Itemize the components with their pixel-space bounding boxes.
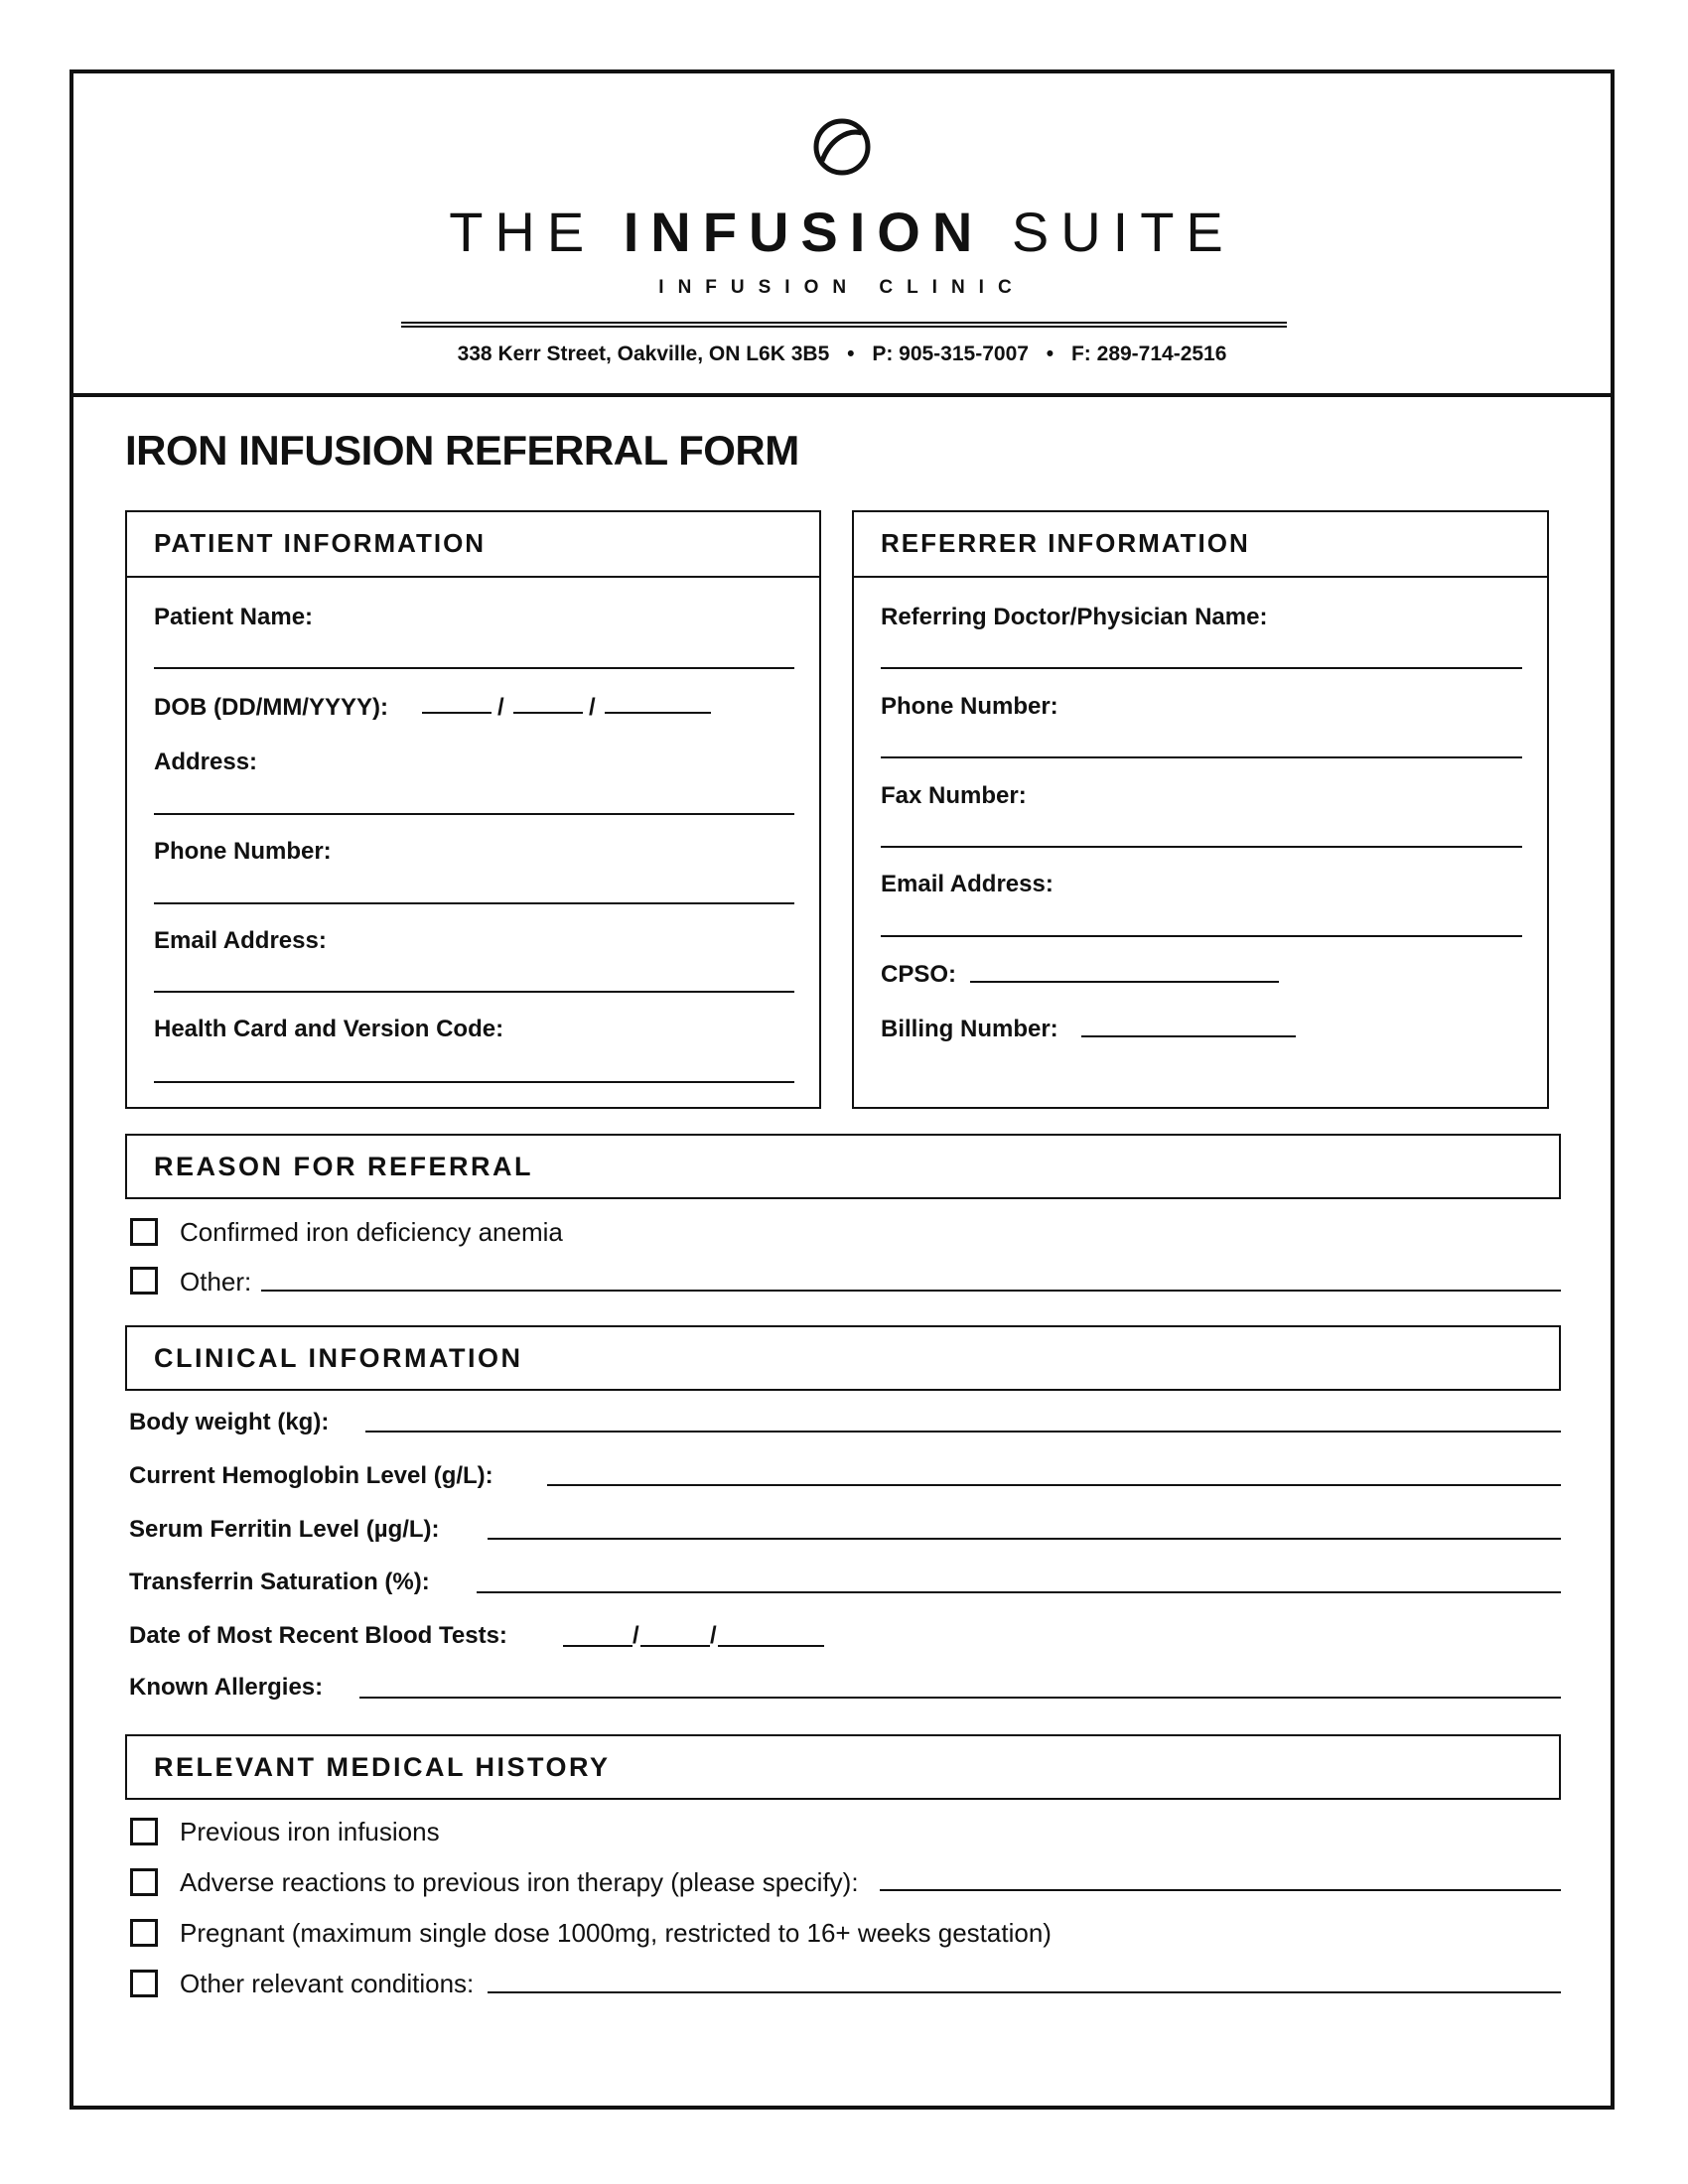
other-reason-label: Other: xyxy=(180,1267,252,1297)
ferritin-field[interactable] xyxy=(488,1538,1561,1540)
referrer-info-box xyxy=(852,510,1549,1109)
referrer-info-heading: REFERRER INFORMATION xyxy=(854,512,1547,578)
medical-history-heading: RELEVANT MEDICAL HISTORY xyxy=(125,1734,1561,1800)
dob-month-field[interactable] xyxy=(513,712,583,714)
adverse-reactions-label: Adverse reactions to previous iron therapy (please specify): xyxy=(180,1867,859,1897)
brand-infusion: INFUSION xyxy=(623,201,985,263)
pregnant-checkbox[interactable] xyxy=(130,1919,158,1947)
brand-suite: SUITE xyxy=(1011,201,1235,263)
form-title: IRON INFUSION REFERRAL FORM xyxy=(125,427,799,474)
clinic-address: 338 Kerr Street, Oakville, ON L6K 3B5 xyxy=(457,342,830,365)
other-reason-field[interactable] xyxy=(261,1290,1561,1292)
billing-number-label: Billing Number: xyxy=(881,1016,1058,1042)
dob-year-field[interactable] xyxy=(605,712,711,714)
referring-doctor-label: Referring Doctor/Physician Name: xyxy=(881,604,1268,630)
cpso-field[interactable] xyxy=(970,981,1279,983)
separator-dot: • xyxy=(1046,342,1055,365)
referrer-email-label: Email Address: xyxy=(881,871,1054,897)
referrer-fax-field[interactable] xyxy=(881,846,1522,848)
patient-phone-label: Phone Number: xyxy=(154,838,332,865)
health-card-label: Health Card and Version Code: xyxy=(154,1016,504,1042)
clinic-subtitle: INFUSION CLINIC xyxy=(658,277,1026,298)
patient-address-label: Address: xyxy=(154,749,258,775)
previous-infusions-checkbox[interactable] xyxy=(130,1818,158,1845)
clinic-brand-name xyxy=(73,198,1611,267)
confirmed-anemia-checkbox[interactable] xyxy=(130,1218,158,1246)
referrer-phone-field[interactable] xyxy=(881,756,1522,758)
patient-name-field[interactable] xyxy=(154,667,794,669)
previous-infusions-label: Previous iron infusions xyxy=(180,1817,440,1846)
clinic-phone: P: 905-315-7007 xyxy=(872,342,1029,365)
patient-phone-field[interactable] xyxy=(154,902,794,904)
pregnant-label: Pregnant (maximum single dose 1000mg, restricted to 16+ weeks gestation) xyxy=(180,1918,1052,1948)
patient-email-field[interactable] xyxy=(154,991,794,993)
date-slash: / xyxy=(710,1622,717,1649)
body-weight-field[interactable] xyxy=(365,1431,1561,1433)
confirmed-anemia-label: Confirmed iron deficiency anemia xyxy=(180,1217,563,1247)
clinic-header xyxy=(73,73,1611,397)
blood-test-date-label: Date of Most Recent Blood Tests: xyxy=(129,1622,507,1649)
hemoglobin-label: Current Hemoglobin Level (g/L): xyxy=(129,1462,493,1489)
allergies-field[interactable] xyxy=(359,1697,1561,1699)
patient-info-heading: PATIENT INFORMATION xyxy=(127,512,819,578)
transferrin-field[interactable] xyxy=(477,1591,1561,1593)
clinical-info-heading: CLINICAL INFORMATION xyxy=(125,1325,1561,1391)
patient-info-box xyxy=(125,510,821,1109)
ferritin-label: Serum Ferritin Level (µg/L): xyxy=(129,1516,440,1543)
referrer-phone-label: Phone Number: xyxy=(881,693,1058,720)
clinic-fax: F: 289-714-2516 xyxy=(1070,342,1227,365)
other-reason-checkbox[interactable] xyxy=(130,1267,158,1295)
dob-slash: / xyxy=(497,694,504,721)
referrer-fax-label: Fax Number: xyxy=(881,782,1027,809)
referrer-email-field[interactable] xyxy=(881,935,1522,937)
dob-label: DOB (DD/MM/YYYY): xyxy=(154,694,388,721)
clinic-contact-line xyxy=(73,342,1611,366)
dob-day-field[interactable] xyxy=(422,712,492,714)
separator-dot: • xyxy=(847,342,855,365)
allergies-label: Known Allergies: xyxy=(129,1674,324,1701)
adverse-reactions-checkbox[interactable] xyxy=(130,1868,158,1896)
reason-for-referral-heading: REASON FOR REFERRAL xyxy=(125,1134,1561,1199)
infusion-suite-logo-icon xyxy=(812,117,872,177)
hemoglobin-field[interactable] xyxy=(547,1484,1561,1486)
header-divider xyxy=(401,322,1287,328)
blood-test-day-field[interactable] xyxy=(563,1645,633,1647)
blood-test-month-field[interactable] xyxy=(640,1645,710,1647)
date-slash: / xyxy=(633,1622,639,1649)
transferrin-label: Transferrin Saturation (%): xyxy=(129,1569,430,1595)
other-conditions-field[interactable] xyxy=(488,1991,1561,1993)
other-conditions-label: Other relevant conditions: xyxy=(180,1969,475,1998)
health-card-field[interactable] xyxy=(154,1081,794,1083)
billing-number-field[interactable] xyxy=(1081,1035,1296,1037)
dob-slash: / xyxy=(589,694,596,721)
patient-email-label: Email Address: xyxy=(154,927,327,954)
blood-test-year-field[interactable] xyxy=(718,1645,824,1647)
body-weight-label: Body weight (kg): xyxy=(129,1409,330,1435)
cpso-label: CPSO: xyxy=(881,961,957,988)
patient-address-field[interactable] xyxy=(154,813,794,815)
adverse-reactions-field[interactable] xyxy=(880,1889,1561,1891)
other-conditions-checkbox[interactable] xyxy=(130,1970,158,1997)
brand-the: THE xyxy=(449,201,597,263)
referring-doctor-field[interactable] xyxy=(881,667,1522,669)
patient-name-label: Patient Name: xyxy=(154,604,314,630)
